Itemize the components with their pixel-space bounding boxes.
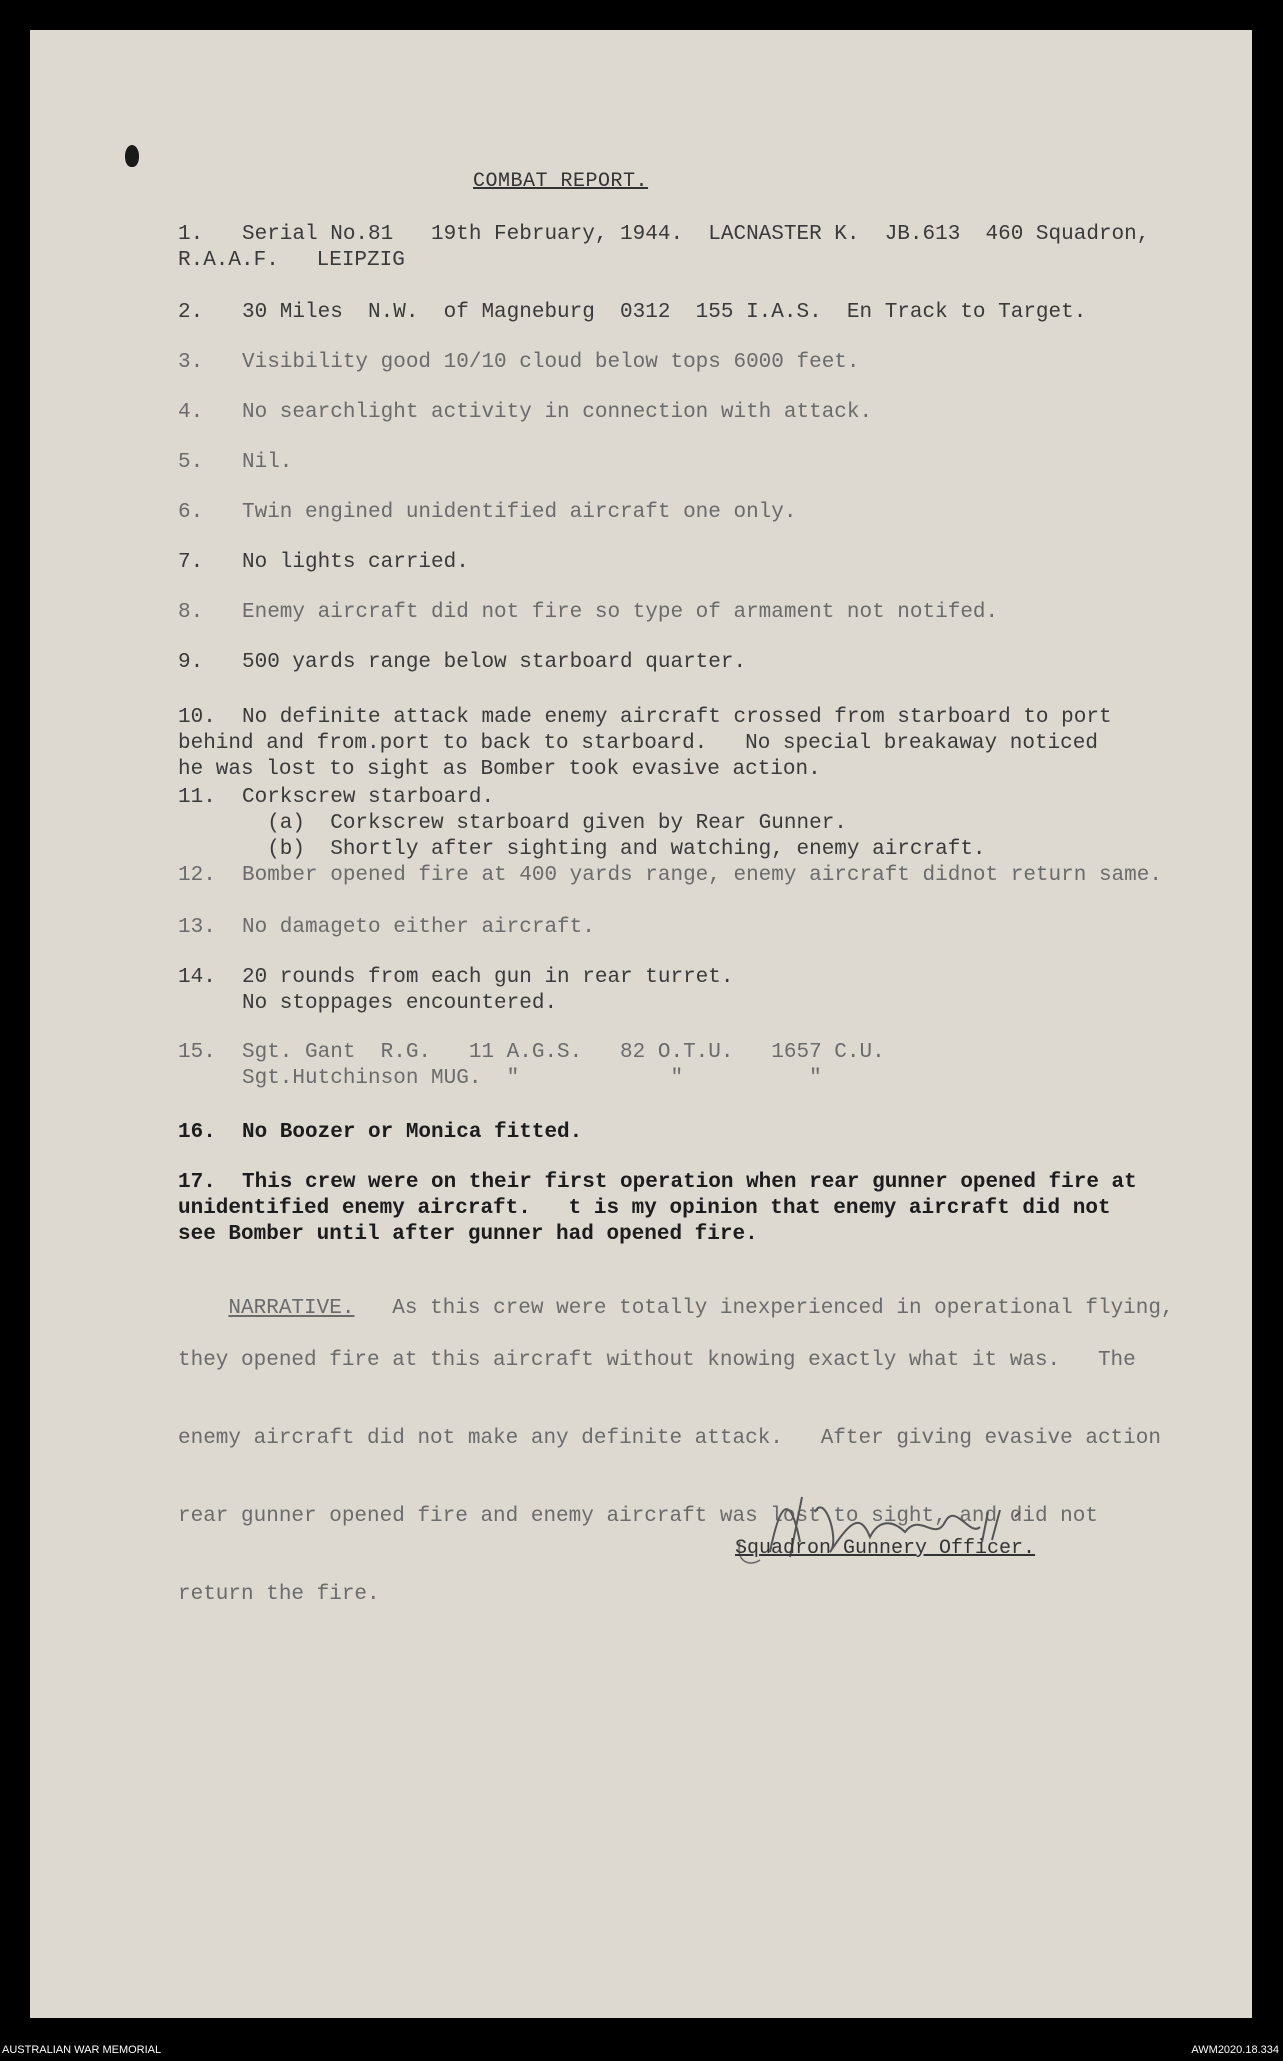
item-text: Nil.: [242, 451, 293, 474]
item-number: 15.: [178, 1041, 216, 1064]
report-item-line: [178, 811, 986, 837]
footer-left: AUSTRALIAN WAR MEMORIAL: [2, 2044, 162, 2056]
narrative-line: rear gunner opened fire and enemy aircraft was lost to sight, and did not: [178, 1505, 1098, 1528]
report-item-line: [178, 550, 469, 576]
item-number: 9.: [178, 651, 204, 674]
footer-right: AWM2020.18.334: [1191, 2044, 1279, 2056]
item-text: Sgt.Hutchinson MUG. " " ": [242, 1067, 822, 1090]
report-item-line: [178, 600, 998, 626]
document-page: [30, 30, 1252, 2018]
item-number: 3.: [178, 351, 204, 374]
report-item-line: [178, 863, 1162, 889]
narrative-line: enemy aircraft did not make any definite attack. After giving evasive action: [178, 1427, 1161, 1450]
page-title: COMBAT REPORT.: [473, 170, 649, 193]
item-number: 8.: [178, 601, 204, 624]
narrative-line: return the fire.: [178, 1583, 380, 1606]
item-text: unidentified enemy aircraft. t is my opinion that enemy aircraft did not: [178, 1197, 1111, 1220]
narrative-label: NARRATIVE.: [228, 1297, 355, 1320]
item-text: he was lost to sight as Bomber took evasive action.: [178, 758, 821, 781]
report-item-line: [178, 1120, 582, 1146]
report-item-line: [178, 500, 797, 526]
report-item-line: [178, 965, 733, 991]
report-item-line: [178, 1222, 1137, 1248]
report-item: [178, 450, 292, 476]
item-text: No stoppages encountered.: [242, 992, 558, 1015]
item-number: 12.: [178, 864, 216, 887]
item-text: R.A.A.F. LEIPZIG: [178, 249, 405, 272]
item-text: This crew were on their first operation when rear gunner opened fire at: [242, 1171, 1137, 1194]
item-text: Visibility good 10/10 cloud below tops 6000 feet.: [242, 351, 860, 374]
item-number: 14.: [178, 966, 216, 989]
narrative-line: As this crew were totally inexperienced in operational flying,: [354, 1297, 1174, 1320]
item-text: No damageto either aircraft.: [242, 916, 595, 939]
report-item-line: [178, 757, 1112, 783]
report-item-line: [178, 1170, 1137, 1196]
item-text: No lights carried.: [242, 551, 469, 574]
item-text: Enemy aircraft did not fire so type of armament not notifed.: [242, 601, 999, 624]
report-item: [178, 915, 595, 941]
report-item-line: [178, 248, 1149, 274]
report-item: [178, 300, 1086, 326]
item-text: Corkscrew starboard.: [242, 786, 495, 809]
report-item-line: [178, 991, 733, 1017]
item-text: No searchlight activity in connection with attack.: [242, 401, 873, 424]
item-text: Twin engined unidentified aircraft one only.: [242, 501, 797, 524]
item-number: 17.: [178, 1171, 216, 1194]
item-text: (b) Shortly after sighting and watching, enemy aircraft.: [242, 838, 986, 861]
report-item: [178, 500, 797, 526]
report-item-line: [178, 650, 746, 676]
item-number: 13.: [178, 916, 216, 939]
item-number: 1.: [178, 223, 204, 246]
report-item-line: [178, 1040, 885, 1066]
report-item: [178, 222, 1149, 274]
report-item-line: [178, 731, 1112, 757]
punch-hole: [125, 145, 139, 167]
report-item: [178, 350, 860, 376]
report-item: [178, 1040, 885, 1092]
item-text: 20 rounds from each gun in rear turret.: [242, 966, 734, 989]
narrative: [178, 1270, 1174, 1660]
report-item-line: [178, 350, 860, 376]
item-text: 500 yards range below starboard quarter.: [242, 651, 747, 674]
report-item-line: [178, 837, 986, 863]
report-item: [178, 1170, 1137, 1248]
report-item-line: [178, 400, 872, 426]
item-text: Sgt. Gant R.G. 11 A.G.S. 82 O.T.U. 1657 C.U.: [242, 1041, 885, 1064]
item-number: 6.: [178, 501, 204, 524]
item-number: 4.: [178, 401, 204, 424]
report-item-line: [178, 785, 986, 811]
item-text: behind and from.port to back to starboard. No special breakaway noticed: [178, 732, 1098, 755]
item-number: 11.: [178, 786, 216, 809]
report-item: [178, 965, 733, 1017]
item-number: 5.: [178, 451, 204, 474]
report-item: [178, 400, 872, 426]
report-item: [178, 1120, 582, 1146]
report-item: [178, 600, 998, 626]
report-item-line: [178, 915, 595, 941]
item-text: No Boozer or Monica fitted.: [242, 1121, 583, 1144]
item-text: see Bomber until after gunner had opened fire.: [178, 1223, 758, 1246]
report-item-line: [178, 222, 1149, 248]
item-text: Serial No.81 19th February, 1944. LACNASTER K. JB.613 460 Squadron,: [242, 223, 1150, 246]
item-number: 2.: [178, 301, 204, 324]
report-item-line: [178, 300, 1086, 326]
report-item-line: [178, 450, 292, 476]
report-item: [178, 705, 1112, 783]
report-item: [178, 863, 1162, 889]
signature-title: Squadron Gunnery Officer.: [735, 1537, 1036, 1560]
item-text: (a) Corkscrew starboard given by Rear Gunner.: [242, 812, 847, 835]
item-text: No definite attack made enemy aircraft crossed from starboard to port: [242, 706, 1112, 729]
item-number: 10.: [178, 706, 216, 729]
report-item-line: [178, 705, 1112, 731]
item-number: 7.: [178, 551, 204, 574]
report-item: [178, 785, 986, 863]
item-number: 16.: [178, 1121, 216, 1144]
report-item: [178, 650, 746, 676]
narrative-line: they opened fire at this aircraft without knowing exactly what it was. The: [178, 1349, 1136, 1372]
item-text: 30 Miles N.W. of Magneburg 0312 155 I.A.S. En Track to Target.: [242, 301, 1087, 324]
report-item: [178, 550, 469, 576]
report-item-line: [178, 1066, 885, 1092]
item-text: Bomber opened fire at 400 yards range, enemy aircraft didnot return same.: [242, 864, 1162, 887]
report-item-line: [178, 1196, 1137, 1222]
